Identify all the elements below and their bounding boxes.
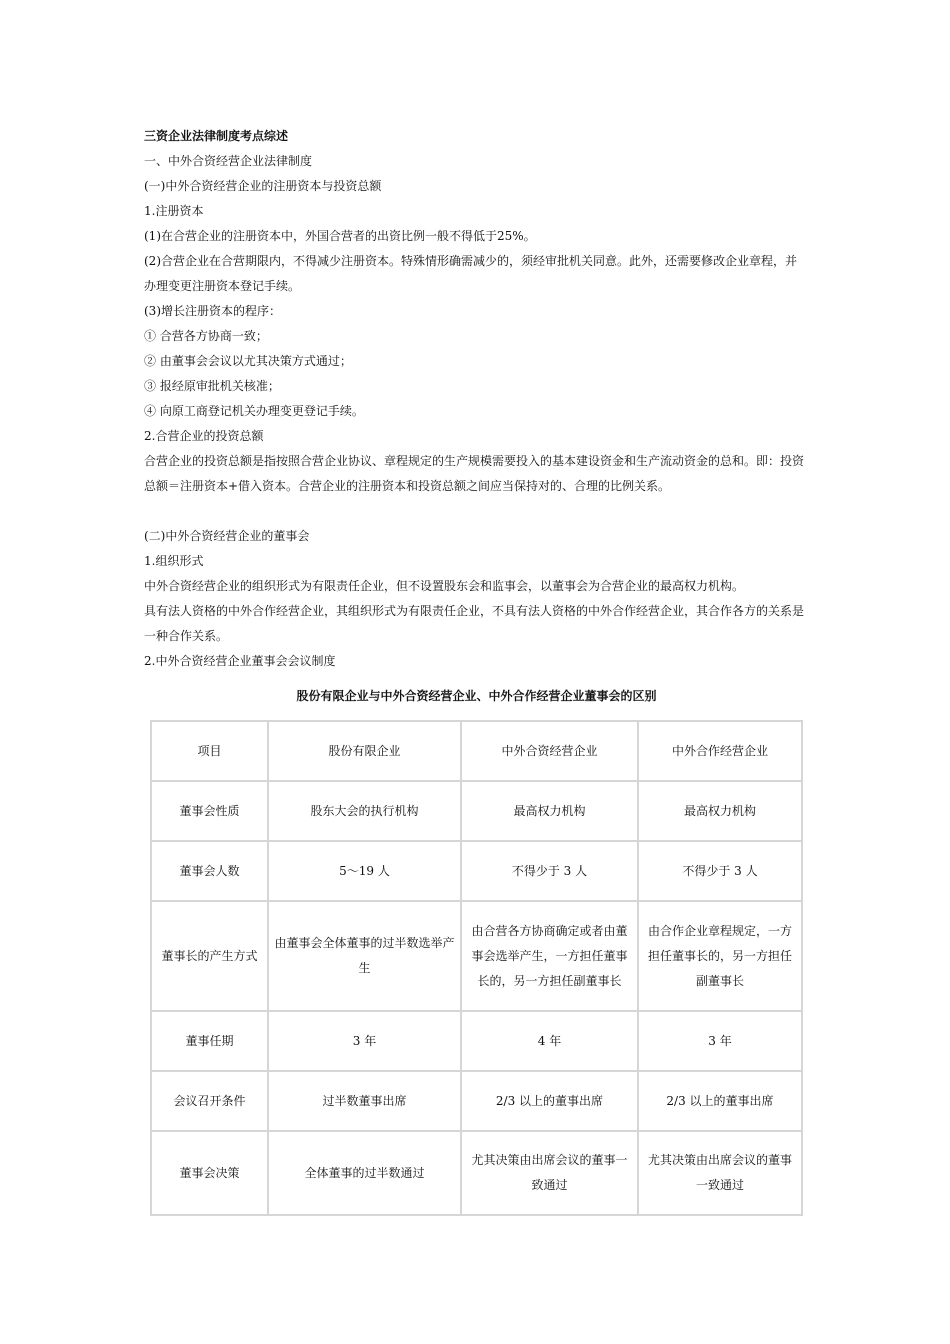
table-cell: 2/3 以上的董事出席 bbox=[461, 1071, 638, 1131]
table-cell: 3 年 bbox=[638, 1011, 802, 1071]
table-row bbox=[151, 901, 802, 1011]
table-header-cell: 中外合资经营企业 bbox=[461, 721, 638, 781]
text-line: 1.注册资本 bbox=[144, 204, 204, 218]
table-cell: 不得少于 3 人 bbox=[638, 841, 802, 901]
text-line: ④ 向原工商登记机关办理变更登记手续。 bbox=[144, 404, 364, 418]
table-cell: 董事会性质 bbox=[151, 781, 268, 841]
text-line: (2)合营企业在合营期限内，不得减少注册资本。特殊情形确需减少的，须经审批机关同意。此外，还需要修改企业章程，并 bbox=[144, 254, 798, 268]
comparison-table bbox=[150, 720, 803, 1216]
table-cell: 董事任期 bbox=[151, 1011, 268, 1071]
table-row bbox=[151, 1131, 802, 1215]
table-cell: 3 年 bbox=[268, 1011, 461, 1071]
text-line: 具有法人资格的中外合作经营企业，其组织形式为有限责任企业，不具有法人资格的中外合作经营企业，其合作各方的关系是 bbox=[144, 604, 805, 618]
text-line: 一、中外合资经营企业法律制度 bbox=[144, 154, 313, 168]
table-title: 股份有限企业与中外合资经营企业、中外合作经营企业董事会的区别 bbox=[296, 689, 657, 703]
table-header-cell: 项目 bbox=[151, 721, 268, 781]
table-cell: 2/3 以上的董事出席 bbox=[638, 1071, 802, 1131]
table-cell: 董事会决策 bbox=[151, 1131, 268, 1215]
text-line: ① 合营各方协商一致； bbox=[144, 329, 268, 343]
text-line: ③ 报经原审批机关核准； bbox=[144, 379, 280, 393]
text-line: (二)中外合资经营企业的董事会 bbox=[144, 529, 310, 543]
table-cell: 由合作企业章程规定，一方担任董事长的，另一方担任副董事长 bbox=[638, 901, 802, 1011]
table-cell: 会议召开条件 bbox=[151, 1071, 268, 1131]
table-row bbox=[151, 1011, 802, 1071]
table-cell: 最高权力机构 bbox=[461, 781, 638, 841]
text-line: 一种合作关系。 bbox=[144, 629, 229, 643]
table-row bbox=[151, 781, 802, 841]
table-cell: 董事会人数 bbox=[151, 841, 268, 901]
table-row bbox=[151, 841, 802, 901]
text-line: 合营企业的投资总额是指按照合营企业协议、章程规定的生产规模需要投入的基本建设资金和生产流动资金的总和。即：投资 bbox=[144, 454, 805, 468]
text-line: ② 由董事会会议以尤其决策方式通过； bbox=[144, 354, 352, 368]
table-header-cell: 股份有限企业 bbox=[268, 721, 461, 781]
document-body bbox=[144, 124, 809, 674]
text-line: (1)在合营企业的注册资本中，外国合营者的出资比例一般不得低于25%。 bbox=[144, 229, 536, 243]
table-cell: 尤其决策由出席会议的董事一致通过 bbox=[461, 1131, 638, 1215]
table-cell: 最高权力机构 bbox=[638, 781, 802, 841]
table-cell: 过半数董事出席 bbox=[268, 1071, 461, 1131]
table-cell: 不得少于 3 人 bbox=[461, 841, 638, 901]
table-cell: 4 年 bbox=[461, 1011, 638, 1071]
text-line: 1.组织形式 bbox=[144, 554, 204, 568]
text-line: 2.合营企业的投资总额 bbox=[144, 429, 264, 443]
table-cell: 全体董事的过半数通过 bbox=[268, 1131, 461, 1215]
text-line: 办理变更注册资本登记手续。 bbox=[144, 279, 301, 293]
table-cell: 由合营各方协商确定或者由董事会选举产生，一方担任董事长的，另一方担任副董事长 bbox=[461, 901, 638, 1011]
text-line: 中外合资经营企业的组织形式为有限责任企业，但不设置股东会和监事会，以董事会为合营企业的最高权力机构。 bbox=[144, 579, 745, 593]
text-line: (3)增长注册资本的程序： bbox=[144, 304, 281, 318]
table-row bbox=[151, 1071, 802, 1131]
text-line: 2.中外合资经营企业董事会会议制度 bbox=[144, 654, 336, 668]
paragraph-gap bbox=[144, 499, 809, 524]
table-header-cell: 中外合作经营企业 bbox=[638, 721, 802, 781]
table-header-row bbox=[151, 721, 802, 781]
table-cell: 董事长的产生方式 bbox=[151, 901, 268, 1011]
text-line: (一)中外合资经营企业的注册资本与投资总额 bbox=[144, 179, 382, 193]
text-line: 总额＝注册资本+借入资本。合营企业的注册资本和投资总额之间应当保持对的、合理的比例关系。 bbox=[144, 479, 671, 493]
table-cell: 由董事会全体董事的过半数选举产生 bbox=[268, 901, 461, 1011]
table-cell: 5～19 人 bbox=[268, 841, 461, 901]
table-cell: 股东大会的执行机构 bbox=[268, 781, 461, 841]
table-cell: 尤其决策由出席会议的董事一致通过 bbox=[638, 1131, 802, 1215]
document-heading: 三资企业法律制度考点综述 bbox=[144, 129, 289, 143]
